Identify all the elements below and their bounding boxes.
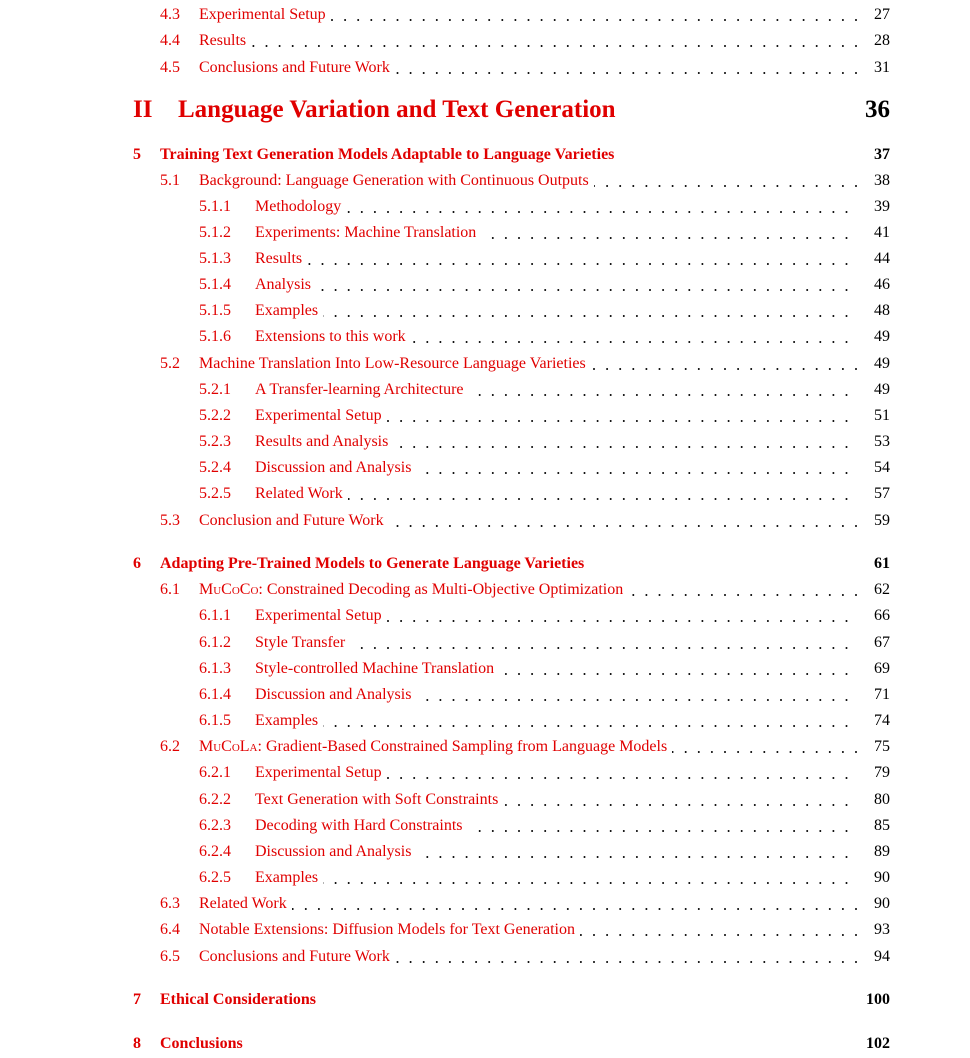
- toc-entry-title-text: Discussion and Analysis: [255, 686, 412, 703]
- toc-entry-number[interactable]: 4.3: [160, 6, 180, 23]
- toc-entry-page-number: 49: [874, 381, 890, 398]
- toc-entry-page-number: 31: [874, 59, 890, 76]
- toc-entry[interactable]: [0, 221, 970, 245]
- toc-entry-number[interactable]: 4.5: [160, 59, 180, 76]
- toc-entry-number[interactable]: 5.1.5: [199, 302, 231, 319]
- toc-entry[interactable]: [0, 299, 970, 323]
- toc-entry-number[interactable]: 6.2.3: [199, 817, 231, 834]
- toc-entry-title[interactable]: [255, 657, 499, 681]
- toc-entry[interactable]: [0, 169, 970, 193]
- toc-entry-title[interactable]: [199, 892, 292, 916]
- toc-part-entry[interactable]: [0, 94, 970, 126]
- toc-entry-number[interactable]: 6.4: [160, 921, 180, 938]
- toc-entry-number[interactable]: 6.2.2: [199, 791, 231, 808]
- toc-entry-title-text: A Transfer-learning Architecture: [255, 381, 464, 398]
- toc-entry[interactable]: [0, 892, 970, 916]
- toc-chapter-entry[interactable]: [0, 1032, 970, 1056]
- toc-entry-number[interactable]: II: [133, 96, 153, 123]
- toc-entry-number[interactable]: 5.2.4: [199, 459, 231, 476]
- toc-entry-title[interactable]: [199, 918, 580, 942]
- toc-entry-title-text: Conclusions: [160, 1035, 243, 1052]
- toc-entry-title-text: Style Transfer: [255, 634, 346, 651]
- toc-entry-page-number: 27: [874, 6, 890, 23]
- toc-entry-number[interactable]: 5.2.2: [199, 407, 231, 424]
- toc-entry-number[interactable]: 6.1.4: [199, 686, 231, 703]
- toc-entry[interactable]: [0, 56, 970, 80]
- toc-entry-title-text: Conclusions and Future Work: [199, 59, 390, 76]
- toc-entry-page-number: 90: [874, 869, 890, 886]
- toc-entry-title-text: Related Work: [255, 485, 343, 502]
- toc-entry-title-text: Experimental Setup: [255, 407, 382, 424]
- toc-entry[interactable]: [0, 761, 970, 785]
- toc-entry-page-number: 28: [874, 32, 890, 49]
- toc-entry[interactable]: [0, 840, 970, 864]
- toc-entry-number[interactable]: 5.1: [160, 172, 180, 189]
- toc-entry-title[interactable]: [255, 604, 387, 628]
- toc-entry-page-number: 100: [866, 991, 890, 1008]
- toc-entry-title-text: Experimental Setup: [255, 607, 382, 624]
- toc-entry[interactable]: [0, 788, 970, 812]
- toc-entry[interactable]: [0, 430, 970, 454]
- toc-entry[interactable]: [0, 273, 970, 297]
- toc-entry-page-number: 90: [874, 895, 890, 912]
- toc-entry-number[interactable]: 6.2.1: [199, 764, 231, 781]
- toc-entry-number[interactable]: 6.5: [160, 948, 180, 965]
- toc-entry[interactable]: [0, 509, 970, 533]
- toc-entry-number[interactable]: 6.2: [160, 738, 180, 755]
- toc-entry[interactable]: [0, 866, 970, 890]
- toc-entry-page-number: 89: [874, 843, 890, 860]
- toc-entry-title-text: Decoding with Hard Constraints: [255, 817, 463, 834]
- toc-entry-title[interactable]: [178, 94, 621, 126]
- toc-entry[interactable]: [0, 3, 970, 27]
- toc-entry-number[interactable]: 8: [133, 1035, 141, 1052]
- toc-entry-number[interactable]: 6: [133, 555, 141, 572]
- toc-entry-title[interactable]: [199, 735, 672, 759]
- toc-entry-title-text: Language Variation and Text Generation: [178, 96, 616, 123]
- toc-entry[interactable]: [0, 709, 970, 733]
- toc-entry[interactable]: [0, 456, 970, 480]
- toc-chapter-entry[interactable]: [0, 143, 970, 167]
- toc-entry-title[interactable]: [255, 866, 323, 890]
- toc-entry-page-number: 49: [874, 355, 890, 372]
- toc-entry-page-number: 102: [866, 1035, 890, 1052]
- toc-entry-title[interactable]: [255, 273, 316, 297]
- toc-entry-title[interactable]: [160, 1032, 248, 1056]
- toc-entry-page-number: 59: [874, 512, 890, 529]
- toc-entry-title[interactable]: [199, 945, 395, 969]
- toc-entry-number[interactable]: 6.2.4: [199, 843, 231, 860]
- toc-entry-title[interactable]: [255, 195, 346, 219]
- toc-entry-title-text: Conclusion and Future Work: [199, 512, 384, 529]
- toc-entry-page-number: 44: [874, 250, 890, 267]
- toc-entry-page-number: 66: [874, 607, 890, 624]
- toc-entry-page-number: 41: [874, 224, 890, 241]
- toc-entry[interactable]: [0, 735, 970, 759]
- toc-entry-title-text: Examples: [255, 712, 319, 729]
- toc-entry-number[interactable]: 5: [133, 146, 141, 163]
- toc-entry-title[interactable]: [199, 509, 389, 533]
- toc-entry[interactable]: [0, 29, 970, 53]
- toc-entry[interactable]: [0, 683, 970, 707]
- toc-entry-title[interactable]: [199, 169, 594, 193]
- toc-entry-number[interactable]: 6.1: [160, 581, 180, 598]
- toc-entry[interactable]: [0, 578, 970, 602]
- toc-entry[interactable]: [0, 247, 970, 271]
- toc-entry[interactable]: [0, 404, 970, 428]
- toc-entry-title-smallcaps: MuCoCo: [199, 581, 259, 598]
- toc-entry-title-text: Experiments: Machine Translation: [255, 224, 477, 241]
- toc-entry[interactable]: [0, 195, 970, 219]
- toc-entry-title[interactable]: [255, 709, 323, 733]
- toc-entry-number[interactable]: 5.2.3: [199, 433, 231, 450]
- toc-entry-title-text: Style-controlled Machine Translation: [255, 660, 495, 677]
- toc-entry-title[interactable]: [255, 683, 416, 707]
- toc-entry-title-text: : Constrained Decoding as Multi-Objective Optimization: [258, 581, 624, 598]
- toc-entry-page-number: 36: [865, 96, 890, 123]
- toc-entry-number[interactable]: 5.2.5: [199, 485, 231, 502]
- toc-entry-number[interactable]: 5.1.1: [199, 198, 231, 215]
- toc-entry-page-number: 69: [874, 660, 890, 677]
- toc-entry-number[interactable]: 4.4: [160, 32, 180, 49]
- toc-entry-title-text: Background: Language Generation with Continuous Outputs: [199, 172, 589, 189]
- dot-leader: [255, 247, 858, 271]
- toc-entry-page-number: 71: [874, 686, 890, 703]
- dot-leader: [199, 29, 858, 53]
- toc-entry-number[interactable]: 5.2.1: [199, 381, 231, 398]
- toc-entry-title-text: Examples: [255, 869, 319, 886]
- toc-entry-title[interactable]: [199, 29, 251, 53]
- toc-entry-page-number: 79: [874, 764, 890, 781]
- toc-entry-title-text: Training Text Generation Models Adaptable to Language Varieties: [160, 146, 615, 163]
- toc-entry-title[interactable]: [255, 221, 481, 245]
- toc-entry-title-text: Text Generation with Soft Constraints: [255, 791, 499, 808]
- toc-entry-title-text: Experimental Setup: [255, 764, 382, 781]
- toc-entry[interactable]: [0, 482, 970, 506]
- toc-entry-title-text: : Gradient-Based Constrained Sampling from Language Models: [257, 738, 668, 755]
- toc-entry-title-smallcaps: MuCoLa: [199, 738, 258, 755]
- toc-entry-title-text: Experimental Setup: [199, 6, 326, 23]
- toc-chapter-entry[interactable]: [0, 552, 970, 576]
- dot-leader: [199, 892, 858, 916]
- toc-entry-number[interactable]: 5.2: [160, 355, 180, 372]
- toc-entry-number[interactable]: 6.2.5: [199, 869, 231, 886]
- toc-entry-title[interactable]: [199, 56, 395, 80]
- toc-entry-page-number: 54: [874, 459, 890, 476]
- toc-entry-title[interactable]: [199, 3, 331, 27]
- toc-entry-page-number: 67: [874, 634, 890, 651]
- toc-entry[interactable]: [0, 352, 970, 376]
- toc-entry[interactable]: [0, 631, 970, 655]
- toc-entry-title[interactable]: [255, 247, 307, 271]
- dot-leader: [255, 709, 858, 733]
- toc-entry-page-number: 49: [874, 328, 890, 345]
- toc-entry-number[interactable]: 5.1.6: [199, 328, 231, 345]
- toc-entry-page-number: 48: [874, 302, 890, 319]
- toc-entry-page-number: 46: [874, 276, 890, 293]
- dot-leader: [255, 273, 858, 297]
- toc-entry-number[interactable]: 5.3: [160, 512, 180, 529]
- toc-entry-title[interactable]: [255, 761, 387, 785]
- toc-chapter-entry[interactable]: [0, 988, 970, 1012]
- toc-entry-title-text: Machine Translation Into Low-Resource Language Varieties: [199, 355, 586, 372]
- dot-leader: [255, 866, 858, 890]
- toc-entry-title[interactable]: [255, 430, 393, 454]
- toc-entry-title-text: Examples: [255, 302, 319, 319]
- toc-entry[interactable]: [0, 945, 970, 969]
- toc-entry-title[interactable]: [255, 482, 348, 506]
- dot-leader: [255, 299, 858, 323]
- toc-entry-title-text: Methodology: [255, 198, 342, 215]
- toc-entry-title-text: Conclusions and Future Work: [199, 948, 390, 965]
- toc-entry[interactable]: [0, 918, 970, 942]
- toc-entry-number[interactable]: 5.1.2: [199, 224, 231, 241]
- toc-entry-number[interactable]: 6.1.2: [199, 634, 231, 651]
- toc-entry-title[interactable]: [255, 631, 350, 655]
- toc-entry-title[interactable]: [199, 578, 628, 602]
- toc-entry[interactable]: [0, 814, 970, 838]
- toc-entry-page-number: 94: [874, 948, 890, 965]
- toc-entry[interactable]: [0, 604, 970, 628]
- toc-entry-title[interactable]: [160, 552, 589, 576]
- toc-entry-title[interactable]: [255, 325, 411, 349]
- toc-entry[interactable]: [0, 378, 970, 402]
- toc-entry-title-text: Ethical Considerations: [160, 991, 317, 1008]
- toc-entry-page-number: 61: [874, 555, 890, 572]
- toc-entry-number[interactable]: 7: [133, 991, 141, 1008]
- toc-entry-number[interactable]: 5.1.4: [199, 276, 231, 293]
- toc-entry-number[interactable]: 6.1.1: [199, 607, 231, 624]
- toc-entry-title-text: Discussion and Analysis: [255, 843, 412, 860]
- toc-entry-title[interactable]: [255, 788, 503, 812]
- toc-entry-page-number: 85: [874, 817, 890, 834]
- toc-entry-title[interactable]: [255, 299, 323, 323]
- toc-entry-page-number: 39: [874, 198, 890, 215]
- toc-entry-title[interactable]: [160, 143, 619, 167]
- toc-entry-title-text: Results: [255, 250, 303, 267]
- toc-entry-title[interactable]: [255, 378, 469, 402]
- toc-entry-title-text: Notable Extensions: Diffusion Models for Text Generation: [199, 921, 575, 938]
- toc-entry-title[interactable]: [255, 404, 387, 428]
- toc-entry-title-text: Extensions to this work: [255, 328, 406, 345]
- toc-entry-page-number: 75: [874, 738, 890, 755]
- toc-entry-title[interactable]: [199, 352, 591, 376]
- toc-entry-page-number: 93: [874, 921, 890, 938]
- toc-entry-page-number: 51: [874, 407, 890, 424]
- toc-entry[interactable]: [0, 657, 970, 681]
- toc-entry-title[interactable]: [255, 814, 468, 838]
- toc-entry-title-text: Related Work: [199, 895, 287, 912]
- toc-entry-number[interactable]: 6.1.3: [199, 660, 231, 677]
- toc-entry-title[interactable]: [255, 456, 416, 480]
- toc-entry-page-number: 57: [874, 485, 890, 502]
- toc-entry-title-text: Discussion and Analysis: [255, 459, 412, 476]
- toc-entry-number[interactable]: 5.1.3: [199, 250, 231, 267]
- toc-entry-number[interactable]: 6.1.5: [199, 712, 231, 729]
- toc-entry-page-number: 74: [874, 712, 890, 729]
- toc-entry-number[interactable]: 6.3: [160, 895, 180, 912]
- toc-entry-title[interactable]: [255, 840, 416, 864]
- toc-entry-title-text: Results: [199, 32, 247, 49]
- toc-entry[interactable]: [0, 325, 970, 349]
- toc-entry-title-text: Results and Analysis: [255, 433, 389, 450]
- toc-entry-page-number: 38: [874, 172, 890, 189]
- toc-entry-page-number: 37: [874, 146, 890, 163]
- toc-entry-page-number: 53: [874, 433, 890, 450]
- toc-entry-page-number: 80: [874, 791, 890, 808]
- toc-entry-title-text: Adapting Pre-Trained Models to Generate Language Varieties: [160, 555, 585, 572]
- toc-entry-title[interactable]: [160, 988, 321, 1012]
- toc-entry-title-text: Analysis: [255, 276, 311, 293]
- toc-entry-page-number: 62: [874, 581, 890, 598]
